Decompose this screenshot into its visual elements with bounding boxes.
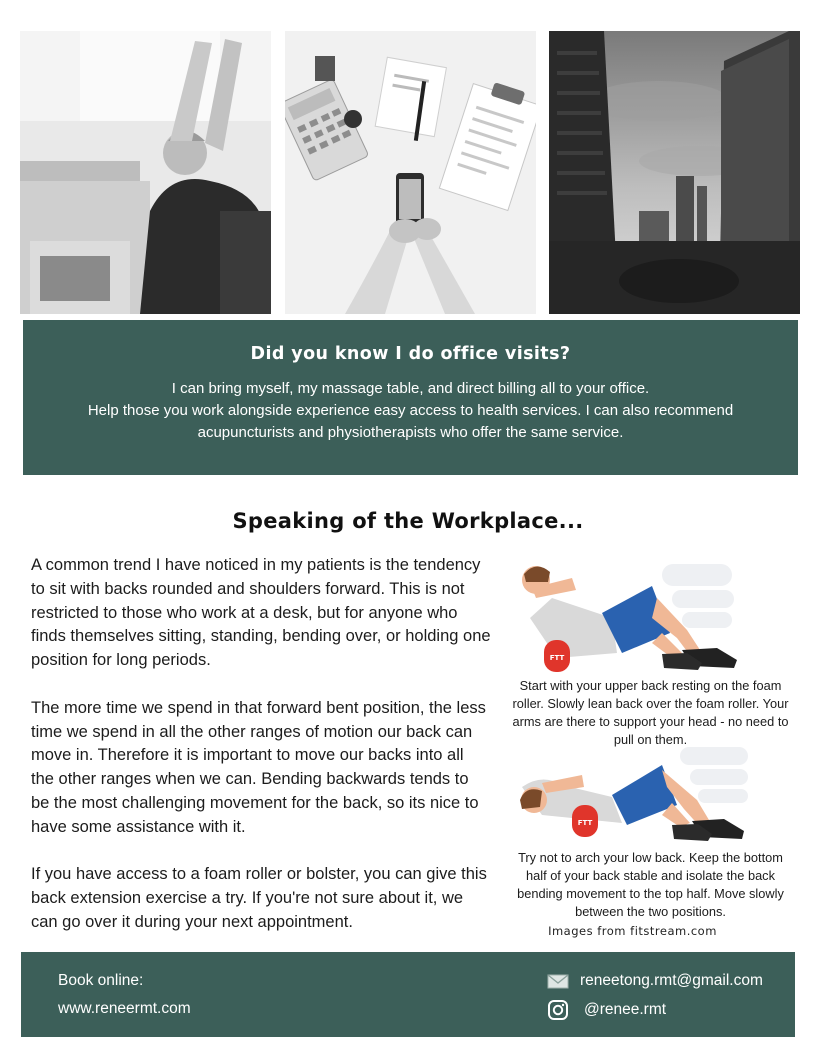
foam-roller-label: FTT (577, 819, 593, 827)
email-contact[interactable] (547, 970, 763, 992)
office-visits-banner (23, 320, 798, 475)
website-link[interactable]: www.reneermt.com (58, 1000, 191, 1017)
article-paragraph: A common trend I have noticed in my patients is the tendency to sit with backs rounded and shoulders forward. This is not restricted to those who work at a desk, but for anyone who finds themselves sitting, standing, bending over, or holding one position for long periods. (31, 556, 491, 670)
desk-with-phone-and-clipboard-photo (285, 31, 536, 314)
article-paragraph: If you have access to a foam roller or bolster, you can give this back extension exercise a try. If you're not sure about it, we can go over it during your next appointment. (31, 865, 487, 931)
office-visits-title: Did you know I do office visits? (250, 344, 571, 364)
envelope-icon (547, 970, 569, 992)
book-online-label: Book online: (58, 972, 144, 989)
exercise-1-caption: Start with your upper back resting on the foam roller. Slowly lean back over the foam roller. Your arms are there to support your head - no need to pull on them. (512, 678, 789, 747)
exercise-2-caption: Try not to arch your low back. Keep the bottom half of your back stable and isolate the back bending movement to the top half. Move slowly between the two positions. (517, 850, 784, 919)
man-stretching-at-desk-photo (20, 31, 271, 314)
section-title: Speaking of the Workplace... (232, 509, 584, 533)
office-visits-line-1: I can bring myself, my massage table, and direct billing all to your office. (171, 380, 650, 397)
image-credit: Images from fitstream.com (548, 924, 717, 938)
contact-footer (21, 952, 795, 1037)
office-visits-line-2: Help those you work alongside experience easy access to health services. I can also recommend acupuncturists and physiotherapists who offer the same service. (87, 402, 734, 441)
instagram-handle[interactable]: @renee.rmt (584, 1001, 667, 1018)
city-skyscrapers-photo (549, 31, 800, 314)
foam-roller-label: FTT (549, 654, 565, 662)
article-paragraph: The more time we spend in that forward bent position, the less time we spend in all the other ranges of motion our back can move in. Therefore it is important to move our backs into all the other ranges when we can. Bending backwards tends to be the most challenging movement for the back, so its nice to have some assistance with it. (31, 698, 486, 836)
foam-roller-exercise-start-illustration (512, 558, 740, 674)
foam-roller-exercise-extension-illustration (512, 745, 754, 845)
office-visits-text (53, 378, 768, 444)
article-body (31, 554, 491, 959)
instagram-icon (547, 999, 569, 1021)
instagram-contact[interactable] (547, 999, 666, 1021)
email-address[interactable]: reneetong.rmt@gmail.com (580, 972, 763, 989)
